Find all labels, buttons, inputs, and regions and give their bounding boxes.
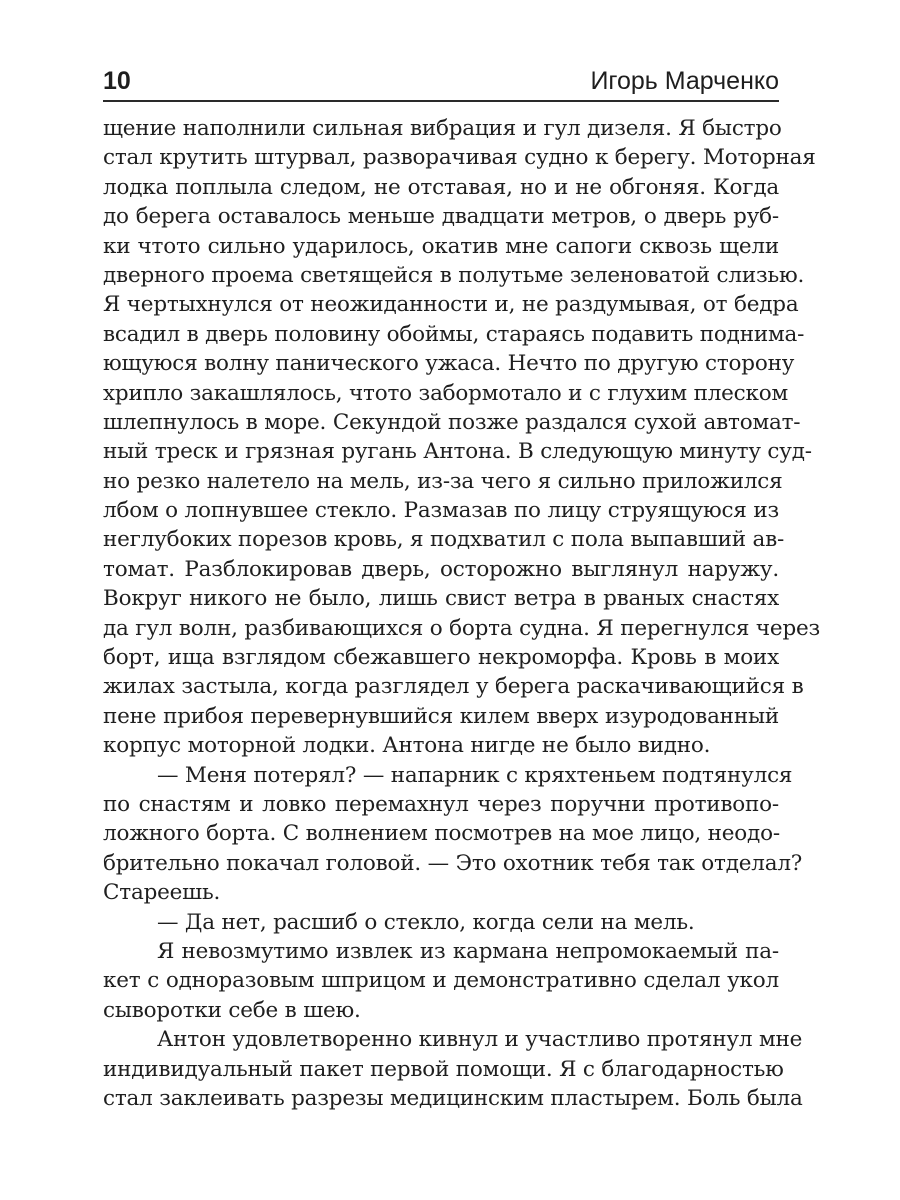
- text-line: всадил в дверь половину обоймы, стараясь подавить поднима-: [103, 321, 805, 347]
- text-line: Я чертыхнулся от неожиданности и, не раздумывая, от бедра: [103, 292, 799, 318]
- text-line: брительно покачал головой. — Это охотник тебя так отделал?: [103, 850, 803, 876]
- text-line: ный треск и грязная ругань Антона. В следующую минуту суд-: [103, 439, 812, 465]
- page-number: 10: [103, 67, 131, 95]
- text-line: хрипло закашлялось, чтото забормотало и с глухим плеском: [103, 380, 789, 406]
- text-line: — Меня потерял? — напарник с кряхтеньем подтянулся: [157, 762, 793, 788]
- text-line: по снастям и ловко перемахнул через поручни противопо-: [103, 791, 779, 817]
- text-line: стал заклеивать разрезы медицинским пластырем. Боль была: [103, 1085, 803, 1111]
- text-line: Я невозмутимо извлек из кармана непромокаемый па-: [157, 938, 779, 964]
- text-line: жилах застыла, когда разглядел у берега раскачивающийся в: [103, 674, 804, 700]
- running-header: [103, 62, 779, 102]
- text-line: до берега оставалось меньше двадцати метров, о дверь руб-: [103, 204, 779, 230]
- text-line: да гул волн, разбивающихся о борта судна. Я перегнулся через: [103, 615, 821, 641]
- text-line: борт, ища взглядом сбежавшего некроморфа. Кровь в моих: [103, 645, 779, 671]
- text-line: дверного проема светящейся в полутьме зеленоватой слизью.: [103, 262, 805, 288]
- text-line: — Да нет, расшиб о стекло, когда сели на мель.: [157, 909, 695, 935]
- text-line: но резко налетело на мель, из-за чего я сильно приложился: [103, 468, 783, 494]
- text-line: шлепнулось в море. Секундой позже раздался сухой автомат-: [103, 409, 801, 435]
- text-line: Вокруг никого не было, лишь свист ветра в рваных снастях: [103, 586, 779, 612]
- text-line: корпус моторной лодки. Антона нигде не было видно.: [103, 733, 711, 759]
- text-line: щение наполнили сильная вибрация и гул дизеля. Я быстро: [103, 116, 782, 141]
- text-line: ложного борта. С волнением посмотрев на мое лицо, неодо-: [103, 821, 780, 847]
- text-line: стал крутить штурвал, разворачивая судно к берегу. Моторная: [103, 145, 816, 171]
- text-line: лбом о лопнувшее стекло. Размазав по лицу струящуюся из: [103, 498, 779, 524]
- body-text: [103, 114, 821, 1113]
- text-line: сыворотки себе в шею.: [103, 997, 361, 1023]
- text-line: ки чтото сильно ударилось, окатив мне сапоги сквозь щели: [103, 233, 779, 259]
- text-line: лодка поплыла следом, не отставая, но и не обгоняя. Когда: [103, 174, 779, 200]
- text-line: неглубоких порезов кровь, я подхватил с пола выпавший ав-: [103, 527, 785, 553]
- author-name: Игорь Марченко: [590, 67, 779, 95]
- text-line: Стареешь.: [103, 880, 221, 906]
- text-line: томат. Разблокировав дверь, осторожно выглянул наружу.: [103, 556, 779, 582]
- text-line: Антон удовлетворенно кивнул и участливо протянул мне: [157, 1027, 803, 1053]
- text-line: пене прибоя перевернувшийся килем вверх изуродованный: [103, 703, 779, 729]
- text-line: индивидуальный пакет первой помощи. Я с благодарностью: [103, 1056, 784, 1082]
- text-line: кет с одноразовым шприцом и демонстративно сделал укол: [103, 968, 779, 994]
- text-line: ющуюся волну панического ужаса. Нечто по другую сторону: [103, 351, 795, 377]
